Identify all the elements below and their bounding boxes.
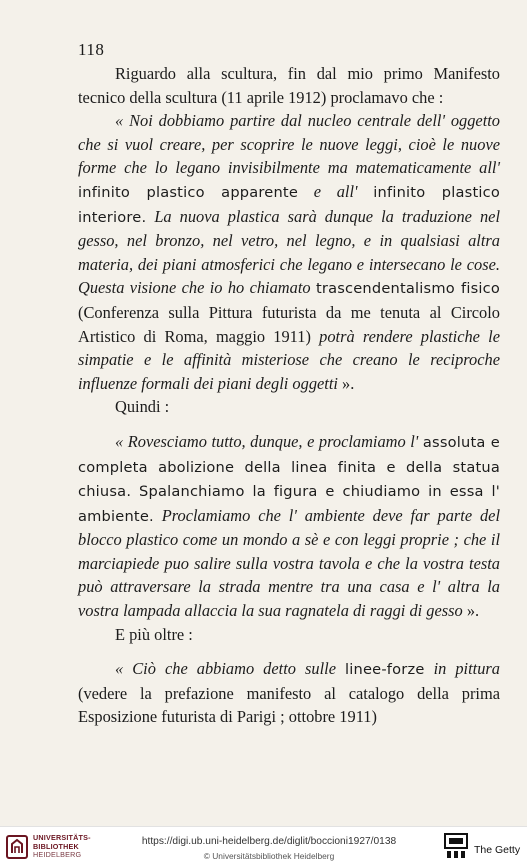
library-name (33, 834, 91, 860)
text-run: potrà rendere plastiche le simpatie e le affinità misteriose che creano le reciproche influenze formali dei piani degli oggetti (78, 326, 500, 393)
library-name-line-1: UNIVERSITÄTS- (33, 833, 91, 842)
text-run: assoluta e completa abolizione della linea finita e della statua chiusa. Spalanchiamo la figura e chiudiamo in essa l' ambiente. (78, 433, 500, 525)
library-name-line-3: HEIDELBERG (33, 850, 82, 860)
permalink-url[interactable]: https://digi.ub.uni-heidelberg.de/diglit/boccioni1927/0138 (141, 836, 397, 847)
quote-rovesciamo (78, 430, 500, 623)
text-run: e (298, 181, 337, 201)
paragraph-piu-oltre: E più oltre : (115, 624, 193, 644)
text-run: infinito plastico apparente (78, 183, 298, 201)
text-run: La nuova plastica sarà dunque la traduzione nel gesso, nel bronzo, nel vetro, nel legno, e in qualsiasi altra materia, dei piani atmosferici che legano e intersecano le cose. Questa visione che io ho chiamato (78, 206, 500, 298)
text-run: « Noi dobbiamo partire dal nucleo centrale dell' oggetto che si vuol creare, per scoprire le nuove leggi, cioè le nuove forme che lo legano invisibilmente ma matematicamente all' (78, 111, 500, 178)
quote-linee-forze (78, 657, 500, 729)
library-logo[interactable] (6, 833, 124, 863)
text-run: all' (336, 181, 374, 201)
viewer-footer (0, 826, 527, 867)
text-run: « Rovesciamo tutto, dunque, e proclamiamo l' (115, 431, 423, 451)
text-run: infinito plastico interiore. (78, 183, 500, 226)
text-run: ». (337, 373, 355, 393)
text-run: in pittura (424, 659, 500, 679)
body-text (78, 62, 500, 729)
quote-manifesto (78, 109, 500, 395)
getty-label: The Getty (474, 844, 521, 856)
text-run: « Ciò che abbiamo detto sulle (115, 659, 346, 679)
text-run: trascendentalismo fisico (315, 280, 500, 298)
library-name-line-2: BIBLIOTHEK (33, 841, 79, 851)
copyright-notice: © Universitätsbibliothek Heidelberg (203, 851, 335, 861)
text-run: ». (462, 601, 480, 621)
text-run: (vedere la prefazione manifesto al catalogo della prima Esposizione futurista di Parigi ; ottobre 1911) (78, 683, 500, 727)
paragraph-intro: Riguardo alla scultura, fin dal mio primo Manifesto tecnico della scultura (11 aprile 1912) proclamavo che : (78, 64, 500, 107)
text-run: linee-forze (345, 661, 425, 679)
library-seal-icon (6, 835, 28, 859)
paragraph-quindi: Quindi : (115, 397, 170, 417)
getty-logo-icon (444, 833, 468, 859)
text-run: Proclamiamo che l' ambiente deve far parte del blocco plastico come un mondo a sè e con leggi proprie ; che il marciapiede puo salire sulla vostra tavola e che la vostra testa può attraversare la strada mentre tra una casa e l' altra la vostra lampada allaccia la sua ragnatela di raggi di gesso (78, 505, 500, 621)
page-number: 118 (78, 40, 105, 59)
text-run: (Conferenza sulla Pittura futurista da me tenuta al Circolo Artistico di Roma, maggio 1911) (78, 302, 500, 346)
